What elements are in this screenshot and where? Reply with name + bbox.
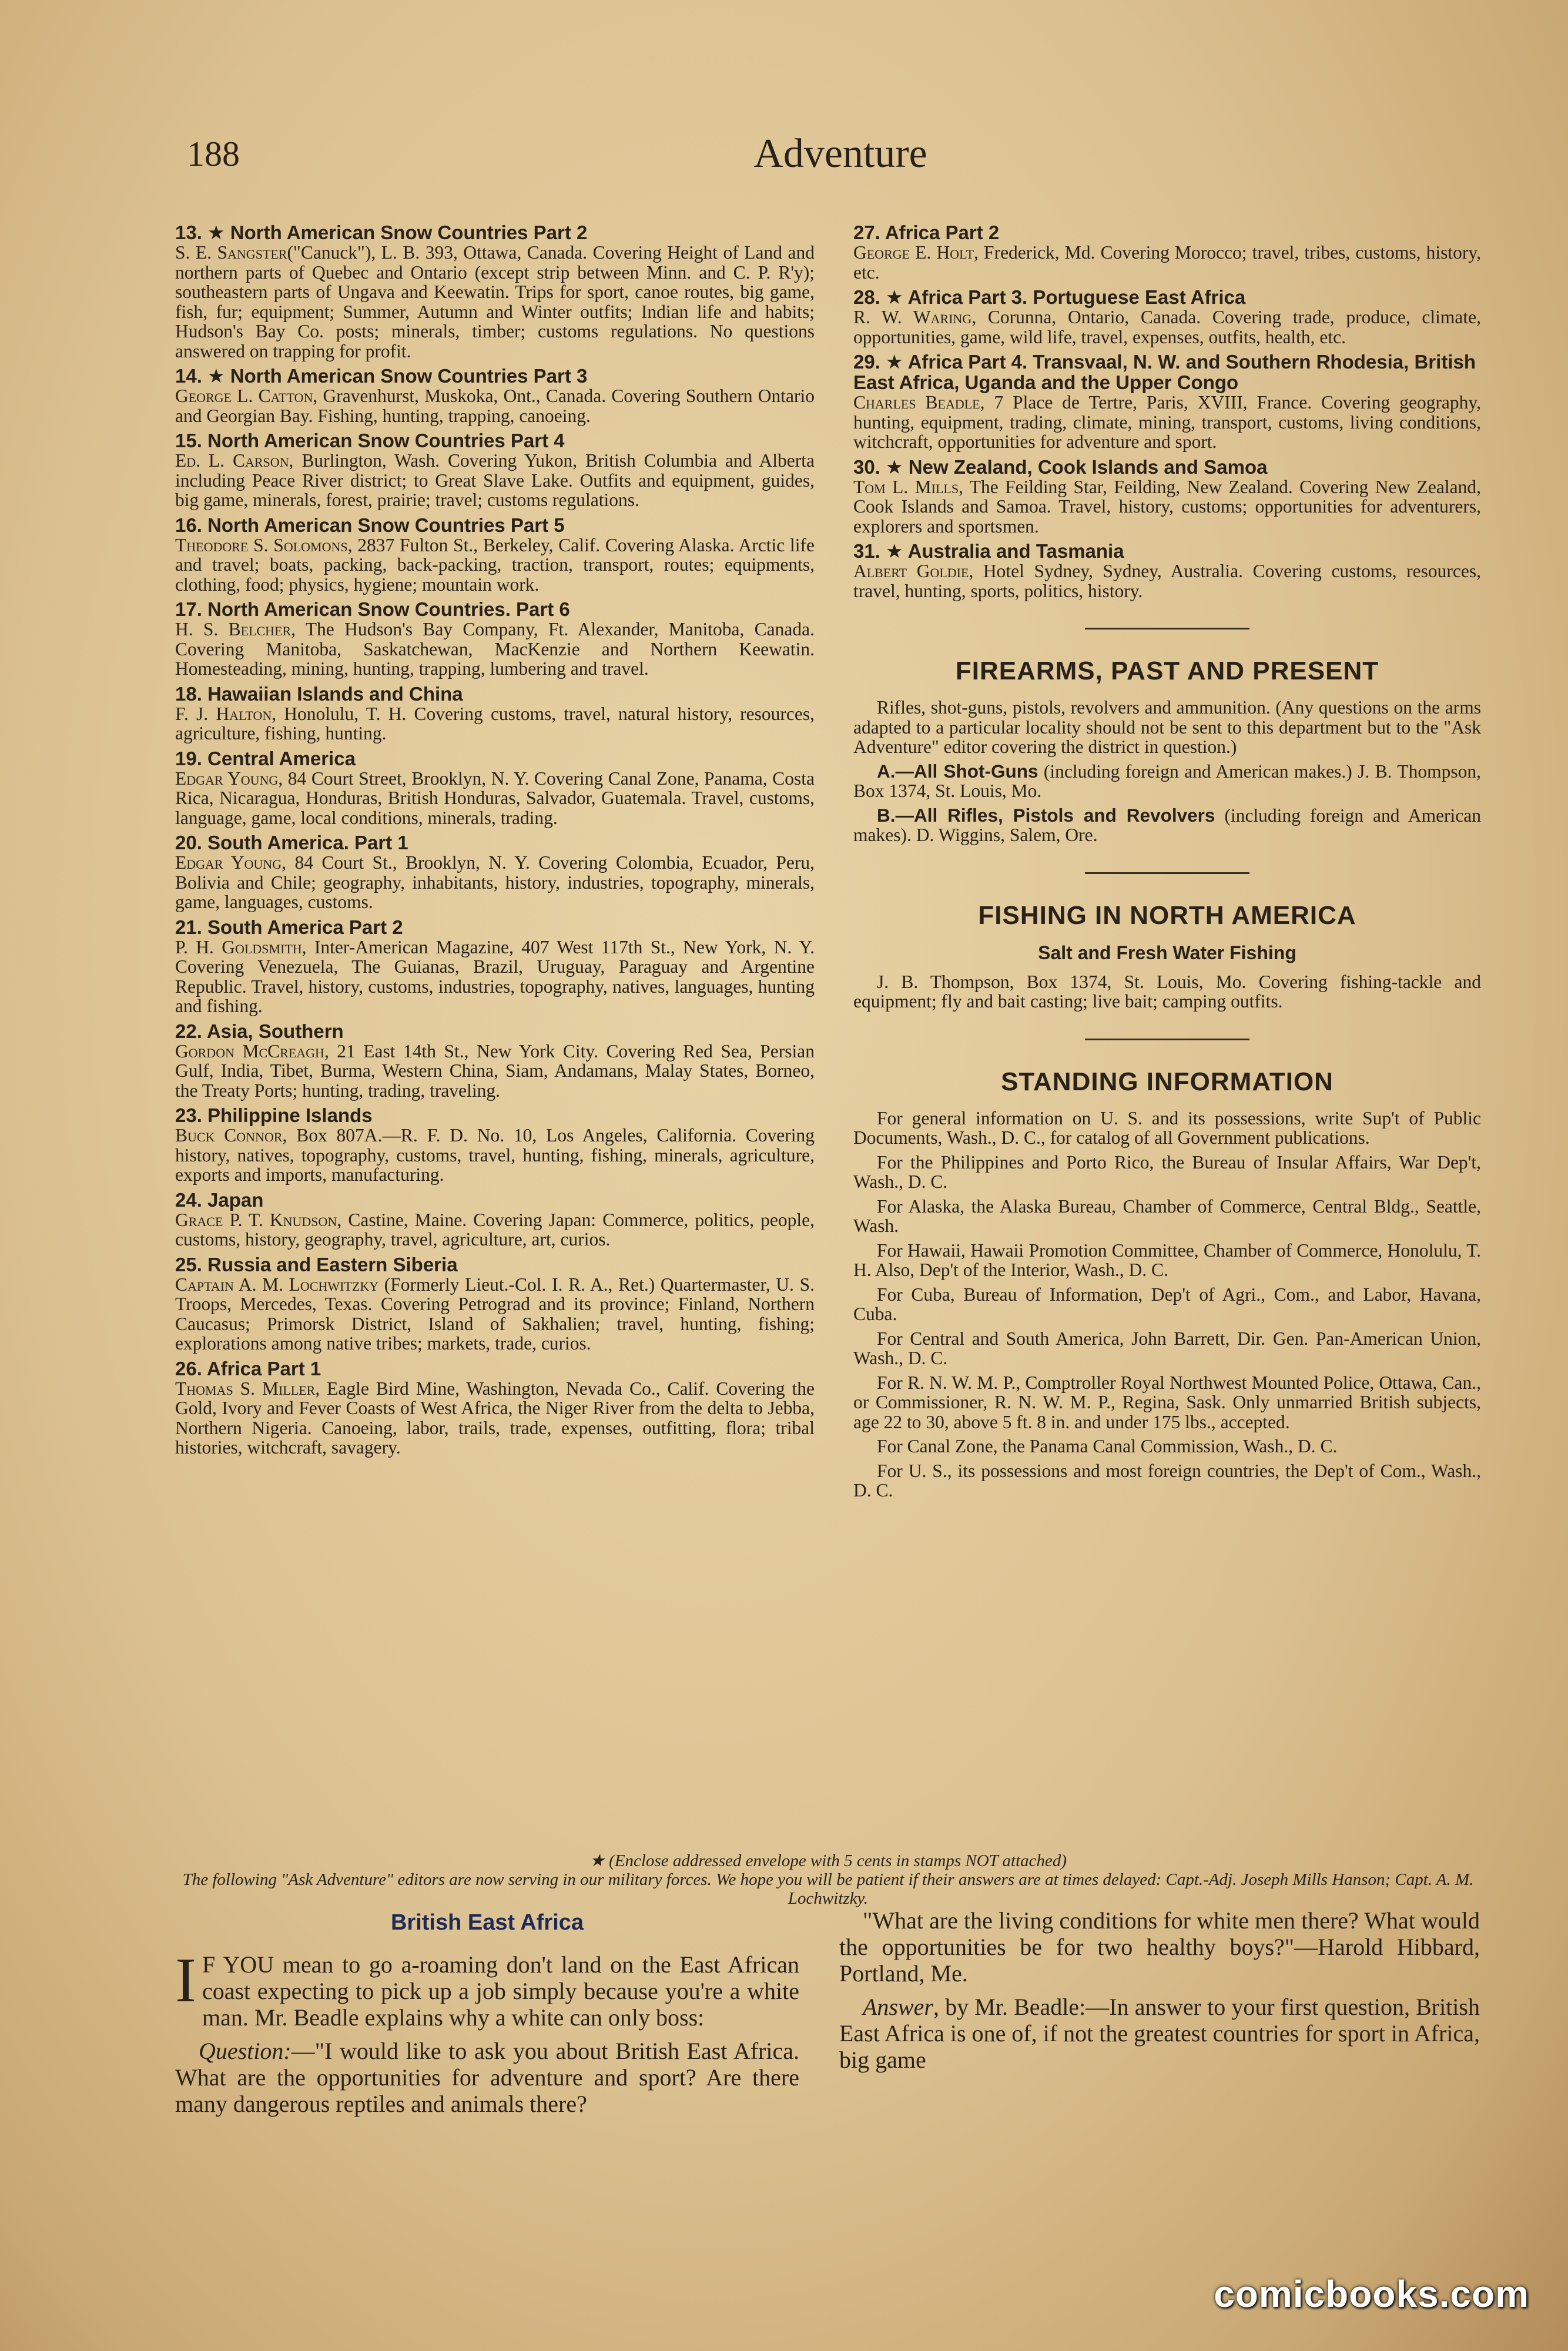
entry-heading: 17. North American Snow Countries. Part 6 — [175, 598, 570, 620]
firearms-items — [853, 762, 1481, 845]
directory-entry — [853, 541, 1481, 601]
editor-name: Thomas S. Miller — [175, 1378, 316, 1399]
editor-name: R. W. Waring — [853, 307, 972, 327]
entry-heading: 26. Africa Part 1 — [175, 1357, 321, 1379]
firearms-item — [853, 806, 1481, 845]
section-divider — [1085, 1039, 1249, 1040]
answer-label: Answer — [863, 1994, 933, 2020]
editor-name: Tom L. Mills — [853, 476, 959, 497]
entry-text: , 21 East 14th St., New York City. Covering Red Sea, Persian Gulf, India, Tibet, Burma, Western China, Siam, Andamans, Malay States, Borneo, the Treaty Ports; hunting, trading, traveling. — [175, 1040, 815, 1101]
standing-items — [853, 1108, 1481, 1501]
entry-heading: 20. South America. Part 1 — [175, 832, 408, 853]
drop-cap: I — [175, 1945, 196, 2015]
entry-heading: 30. ★ New Zealand, Cook Islands and Samoa — [853, 456, 1268, 478]
entry-text: ("Canuck"), L. B. 393, Ottawa, Canada. Covering Height of Land and northern parts of Quebec and Ontario (except strip between Minn. and C. P. R'y); southeastern parts of Ungava and Keewatin. Trips for sport, canoe routes, big game, fish, fur; equipment; Summer, Autumn and Winter outfits; Indian life and habits; Hudson's Bay Co. posts; minerals, timber; customs regulations. No questions answered on trapping for profit. — [175, 242, 815, 361]
editor-name: Ed. L. Carson — [175, 450, 289, 471]
editor-name: Captain A. M. Lochwitzky — [175, 1274, 379, 1295]
entry-heading: 19. Central America — [175, 747, 356, 769]
section-divider — [1085, 872, 1249, 874]
editor-name: Albert Goldie — [853, 561, 969, 581]
directory-entry — [853, 351, 1481, 452]
standing-item: For Canal Zone, the Panama Canal Commission, Wash., D. C. — [877, 1436, 1338, 1456]
entry-heading: 29. ★ Africa Part 4. Transvaal, N. W. and Southern Rhodesia, British East Africa, Uganda and the Upper Congo — [853, 351, 1476, 393]
directory-entry — [175, 1358, 815, 1458]
directory-entry — [175, 515, 815, 595]
firearms-item — [853, 762, 1481, 801]
running-title: Adventure — [753, 131, 927, 176]
entry-heading: 18. Hawaiian Islands and China — [175, 682, 463, 705]
editor-name: George L. Catton — [175, 386, 313, 406]
entry-heading: 16. North American Snow Countries Part 5 — [175, 514, 565, 536]
article-left-column — [175, 1945, 799, 2210]
section-divider — [1085, 628, 1249, 629]
entry-text: , 2837 Fulton St., Berkeley, Calif. Covering Alaska. Arctic life and travel; boats, packing, back-packing, traction, transport, routes; equipments, clothing, food; physics, hygiene; mountain work. — [175, 534, 815, 595]
entry-text: , 7 Place de Tertre, Paris, XVIII, France. Covering geography, hunting, equipment, trading, climate, mining, transport, customs, living conditions, witchcraft, opportunities for adventure and sport. — [853, 392, 1481, 452]
entry-heading: 15. North American Snow Countries Part 4 — [175, 430, 565, 451]
left-column-directory — [175, 222, 815, 1847]
editor-name: George E. Holt — [853, 242, 974, 263]
question-label: Question: — [199, 2038, 292, 2064]
entry-heading: 31. ★ Australia and Tasmania — [853, 540, 1124, 562]
directory-entry — [175, 366, 815, 426]
directory-entry — [853, 457, 1481, 537]
entry-text: , 84 Court St., Brooklyn, N. Y. Covering Colombia, Ecuador, Peru, Bolivia and Chile; geography, inhabitants, history, industries, topography, minerals, game, languages, customs. — [175, 852, 815, 912]
entry-text: , Hotel Sydney, Sydney, Australia. Covering customs, resources, travel, hunting, sports, politics, history. — [853, 561, 1481, 601]
standing-item: For the Philippines and Porto Rico, the Bureau of Insular Affairs, War Dep't, Wash., D. C. — [853, 1151, 1481, 1192]
entry-text: , Inter-American Magazine, 407 West 117th St., New York, N. Y. Covering Venezuela, The Guianas, Brazil, Uruguay, Paraguay and Argentine Republic. Travel, history, customs, industries, topography, natives, languages, hunting and fishing. — [175, 936, 815, 1016]
entry-text: , The Feilding Star, Feilding, New Zealand. Covering New Zealand, Cook Islands and Samoa. Travel, history, customs; opportunities for adventurers, explorers and sportsmen. — [853, 476, 1481, 537]
directory-entry — [175, 1105, 815, 1185]
footnote-line-1: ★ (Enclose addressed envelope with 5 cents in stamps NOT attached) — [589, 1851, 1067, 1870]
fishing-text: J. B. Thompson, Box 1374, St. Louis, Mo. Covering fishing-tackle and equipment; fly and bait casting; live bait; camping outfits. — [853, 971, 1481, 1012]
answer-text: , by Mr. Beadle:—In answer to your first question, British East Africa is one of, if not the greatest countries for sport in Africa, big game — [839, 1994, 1480, 2073]
directory-entry — [175, 748, 815, 828]
entry-heading: 14. ★ North American Snow Countries Part 3 — [175, 365, 588, 387]
directory-entry — [175, 222, 815, 361]
entry-heading: 25. Russia and Eastern Siberia — [175, 1253, 458, 1275]
editor-name: Edgar Young — [175, 768, 279, 789]
directory-entry — [175, 1190, 815, 1250]
footnote-line-2: The following "Ask Adventure" editors are now serving in our military forces. We hope you will be patient if their answers are at times delayed: Capt.-Adj. Joseph Mills Hanson; Capt. A. M. Lochwitzky. — [182, 1870, 1474, 1908]
firearms-item-label: A.—All Shot-Guns — [877, 760, 1038, 782]
firearms-item-text: (including foreign and American makes). D. Wiggins, Salem, Ore. — [853, 805, 1481, 845]
standing-item: For Cuba, Bureau of Information, Dep't of Agri., Com., and Labor, Havana, Cuba. — [853, 1284, 1481, 1324]
entry-heading: 21. South America Part 2 — [175, 916, 403, 938]
entry-heading: 28. ★ Africa Part 3. Portuguese East Africa — [853, 286, 1246, 308]
directory-entry — [175, 430, 815, 510]
entry-text: , Eagle Bird Mine, Washington, Nevada Co., Calif. Covering the Gold, Ivory and Fever Coasts of West Africa, the Niger River from the delta to Jebba, Northern Nigeria. Canoeing, labor, trails, trade, expenses, outfitting, flora; tribal histories, witchcraft, savagery. — [175, 1378, 815, 1458]
entry-heading: 24. Japan — [175, 1188, 264, 1211]
article-intro-text: F YOU mean to go a-roaming don't land on the East African coast expecting to pick up a job simply because you're a white man. Mr. Beadle explains why a white can only boss: — [202, 1951, 799, 2031]
entry-text: , Castine, Maine. Covering Japan: Commerce, politics, people, customs, history, geography, travel, agriculture, art, curios. — [175, 1209, 815, 1250]
directory-entry — [175, 1254, 815, 1354]
article-right-column — [839, 1907, 1480, 2178]
entry-heading: 13. ★ North American Snow Countries Part 2 — [175, 222, 588, 243]
entry-text: , Corunna, Ontario, Canada. Covering trade, produce, climate, opportunities, game, wild life, travel, expenses, outfits, health, etc. — [853, 307, 1482, 347]
firearms-title: FIREARMS, PAST AND PRESENT — [955, 657, 1379, 685]
standing-item: For general information on U. S. and its possessions, write Sup't of Public Documents, Wash., D. C., for catalog of all Government publications. — [853, 1107, 1481, 1148]
editor-name: Edgar Young — [175, 852, 282, 873]
editor-name: F. J. Halton — [175, 703, 272, 724]
directory-entry — [175, 684, 815, 744]
editor-name: S. E. Sangster — [175, 242, 287, 263]
article-question — [175, 2038, 799, 2117]
entry-text: , Box 807A.—R. F. D. No. 10, Los Angeles, California. Covering history, natives, topography, customs, travel, hunting, fishing, minerals, agriculture, exports and imports, manufacturing. — [175, 1125, 815, 1185]
editor-name: Theodore S. Solomons — [175, 534, 348, 555]
editor-name: Buck Connor — [175, 1125, 283, 1146]
standing-item: For R. N. W. M. P., Comptroller Royal Northwest Mounted Police, Ottawa, Can., or Commissioner, R. N. W. M. P., Regina, Sask. Only unmarried British subjects, age 22 to 30, above 5 ft. 8 in. and under 175 lbs., accepted. — [853, 1372, 1481, 1432]
entry-text: , Burlington, Wash. Covering Yukon, British Columbia and Alberta including Peace River district; to Great Slave Lake. Outfits and equipment, guides, big game, minerals, forest, prairie; travel; customs regulations. — [175, 450, 815, 510]
editor-name: Charles Beadle — [853, 392, 980, 413]
right-column-directory — [853, 222, 1481, 601]
standing-item: For Alaska, the Alaska Bureau, Chamber of Commerce, Central Bldg., Seattle, Wash. — [853, 1195, 1481, 1236]
page-number: 188 — [187, 135, 240, 173]
entry-heading: 23. Philippine Islands — [175, 1104, 373, 1126]
standing-title: STANDING INFORMATION — [1001, 1067, 1334, 1096]
directory-entry — [853, 287, 1481, 347]
entry-heading: 22. Asia, Southern — [175, 1020, 344, 1042]
directory-entry — [175, 917, 815, 1016]
article-answer — [839, 1994, 1480, 2073]
entry-heading: 27. Africa Part 2 — [853, 222, 1000, 243]
fishing-title: FISHING IN NORTH AMERICA — [978, 900, 1356, 930]
directory-entry — [175, 1021, 815, 1101]
firearms-intro: Rifles, shot-guns, pistols, revolvers and ammunition. (Any questions on the arms adapted to a particular locality should not be sent to this department but to the "Ask Adventure" editor covering the district in question.) — [853, 697, 1481, 757]
question-text: —"I would like to ask you about British East Africa. What are the opportunities for adventure and sport? Are there many dangerous reptiles and animals there? — [175, 2038, 799, 2117]
firearms-item-text: (including foreign and American makes.) J. B. Thompson, Box 1374, St. Louis, Mo. — [853, 761, 1482, 801]
right-column — [853, 222, 1482, 1501]
standing-item: For Central and South America, John Barrett, Dir. Gen. Pan-American Union, Wash., D. C. — [853, 1328, 1481, 1368]
entry-text: , Honolulu, T. H. Covering customs, travel, natural history, resources, agriculture, fishing, hunting. — [175, 703, 815, 744]
article-question-cont: "What are the living conditions for white men there? What would the opportunities be for two healthy boys?"—Harold Hibbard, Portland, Me. — [839, 1907, 1480, 1987]
directory-entry — [175, 599, 815, 679]
entry-text: , Frederick, Md. Covering Morocco; travel, tribes, customs, history, etc. — [853, 242, 1481, 283]
directory-entry — [175, 832, 815, 912]
firearms-item-label: B.—All Rifles, Pistols and Revolvers — [877, 804, 1215, 826]
entry-text: , Gravenhurst, Muskoka, Ont., Canada. Covering Southern Ontario and Georgian Bay. Fishing, hunting, trapping, canoeing. — [175, 386, 815, 426]
entry-text: , The Hudson's Bay Company, Ft. Alexander, Manitoba, Canada. Covering Manitoba, Saskatchewan, MacKenzie and Northern Keewatin. Homesteading, mining, hunting, trapping, lumbering and travel. — [175, 619, 815, 679]
editor-name: H. S. Belcher — [175, 619, 292, 639]
article-title: British East Africa — [390, 1910, 584, 1935]
fishing-subtitle: Salt and Fresh Water Fishing — [1038, 942, 1296, 963]
standing-item: For Hawaii, Hawaii Promotion Committee, Chamber of Commerce, Honolulu, T. H. Also, Dep't of the Interior, Wash., D. C. — [853, 1240, 1481, 1280]
entry-text: , 84 Court Street, Brooklyn, N. Y. Covering Canal Zone, Panama, Costa Rica, Nicaragua, Honduras, British Honduras, Salvador, Guatemala. Travel, customs, language, game, local conditions, minerals, trading. — [175, 768, 815, 828]
editor-name: Gordon McCreagh — [175, 1040, 324, 1061]
article-intro — [175, 1945, 799, 2031]
entry-text: (Formerly Lieut.-Col. I. R. A., Ret.) Quartermaster, U. S. Troops, Mercedes, Texas. Covering Petrograd and its province; Finland, Northern Caucasus; Primorsk District, Island of Sakhalien; travel, hunting, fishing; explorations among native tribes; markets, trade, curios. — [175, 1274, 815, 1354]
editor-name: Grace P. T. Knudson — [175, 1209, 337, 1230]
standing-item: For U. S., its possessions and most foreign countries, the Dep't of Com., Wash., D. C. — [853, 1460, 1481, 1501]
directory-entry — [853, 222, 1481, 282]
footnote — [175, 1851, 1481, 1908]
editor-name: P. H. Goldsmith — [175, 936, 302, 957]
watermark-logo: comicbooks.com — [1214, 2273, 1529, 2315]
